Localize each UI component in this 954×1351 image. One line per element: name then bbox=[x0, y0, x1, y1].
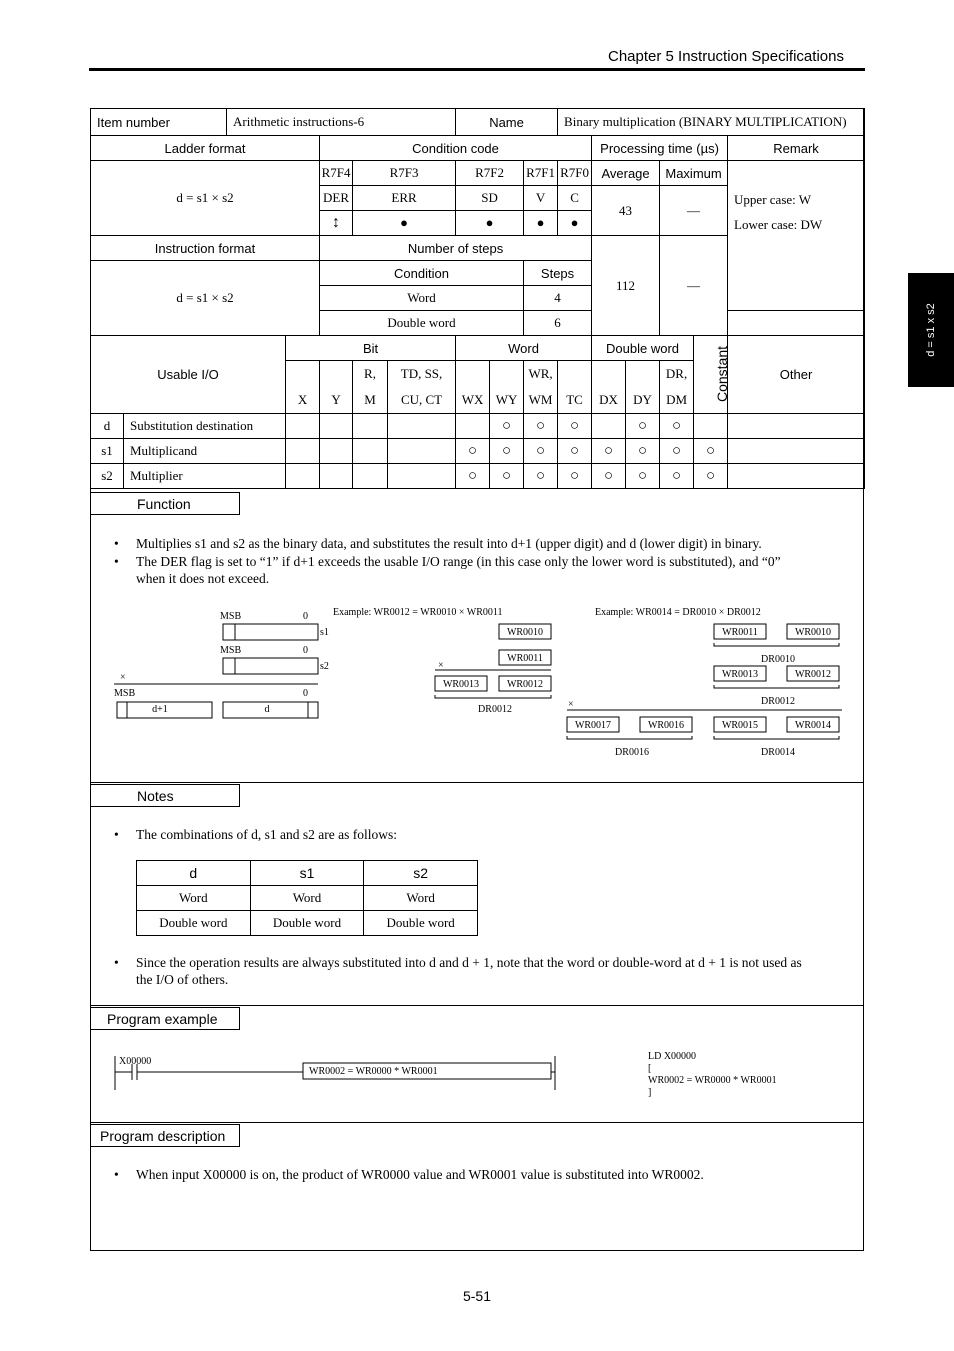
combo-cell: Word bbox=[137, 886, 251, 911]
combo-header-s2: s2 bbox=[364, 861, 478, 886]
io-mark: ○ bbox=[490, 439, 524, 464]
e2-r2: WR0016 bbox=[647, 720, 685, 731]
io-col-tc: TC bbox=[558, 361, 592, 414]
other-header: Other bbox=[728, 336, 865, 414]
name-label: Name bbox=[456, 109, 558, 136]
io-symbol: d bbox=[91, 414, 124, 439]
item-number-label: Item number bbox=[91, 109, 227, 136]
io-mark bbox=[388, 439, 456, 464]
flag-v-state: ● bbox=[524, 211, 558, 236]
contact-label: X00000 bbox=[119, 1056, 152, 1067]
io-description: Multiplier bbox=[124, 464, 286, 489]
flag-c: C bbox=[558, 186, 592, 211]
steps-col-label: Steps bbox=[524, 261, 592, 286]
e1-b: WR0011 bbox=[507, 653, 543, 664]
e2-rlo: DR0014 bbox=[761, 747, 795, 758]
flag-c-state: ● bbox=[558, 211, 592, 236]
e1-rhi: WR0013 bbox=[442, 679, 480, 690]
e2-b: DR0012 bbox=[761, 696, 795, 707]
program-description-title: Program description bbox=[90, 1124, 240, 1147]
function-diagram bbox=[90, 600, 860, 770]
example-1: Example: WR0012 = WR0010 × WR0011 bbox=[333, 607, 503, 618]
io-mark: ○ bbox=[456, 464, 490, 489]
chapter-header: Chapter 5 Instruction Specifications bbox=[608, 48, 844, 65]
io-col-wr: WR, WM bbox=[524, 361, 558, 414]
io-mark: ○ bbox=[490, 464, 524, 489]
e2-alo: WR0010 bbox=[794, 627, 832, 638]
io-mark: ○ bbox=[524, 414, 558, 439]
page-number: 5-51 bbox=[462, 1288, 492, 1304]
instruction-name: Binary multiplication (BINARY MULTIPLICATION) bbox=[558, 109, 865, 136]
instruction-formula: d = s1 × s2 bbox=[91, 261, 320, 336]
io-mark: ○ bbox=[592, 464, 626, 489]
ladder-format-label: Ladder format bbox=[91, 136, 320, 161]
io-mark: ○ bbox=[660, 464, 694, 489]
io-mark: ○ bbox=[660, 439, 694, 464]
io-mark: ○ bbox=[626, 464, 660, 489]
io-mark: ○ bbox=[524, 439, 558, 464]
instruction-format-label: Instruction format bbox=[91, 236, 320, 261]
io-mark: ○ bbox=[592, 439, 626, 464]
steps-label: Number of steps bbox=[320, 236, 592, 261]
program-example-title: Program example bbox=[90, 1007, 240, 1030]
zero-s1: 0 bbox=[303, 611, 308, 622]
flag-err: ERR bbox=[353, 186, 456, 211]
e2-r3: WR0015 bbox=[721, 720, 759, 731]
s1-label: s1 bbox=[320, 627, 329, 638]
combo-cell: Double word bbox=[250, 911, 364, 936]
function-title: Function bbox=[90, 492, 240, 515]
io-mark: ○ bbox=[490, 414, 524, 439]
max2-value: — bbox=[660, 236, 728, 336]
flag-der: DER bbox=[320, 186, 353, 211]
times-1: × bbox=[120, 672, 126, 683]
remark-label: Remark bbox=[728, 136, 865, 161]
flag-sd: SD bbox=[456, 186, 524, 211]
flag-r7f1: R7F1 bbox=[524, 161, 558, 186]
step-count-dword: 6 bbox=[524, 311, 592, 336]
e2-a: DR0010 bbox=[761, 654, 795, 665]
io-other bbox=[728, 464, 865, 489]
combo-cell: Word bbox=[250, 886, 364, 911]
io-col-y: Y bbox=[320, 361, 353, 414]
io-mark bbox=[286, 439, 320, 464]
step-count-word: 4 bbox=[524, 286, 592, 311]
item-number: Arithmetic instructions-6 bbox=[227, 109, 456, 136]
notes-title: Notes bbox=[90, 784, 240, 807]
io-mark bbox=[286, 414, 320, 439]
usable-io-label: Usable I/O bbox=[91, 336, 286, 414]
program-code: LD X00000 [ WR0002 = WR0000 * WR0001 ] bbox=[648, 1051, 777, 1098]
io-mark: ○ bbox=[524, 464, 558, 489]
io-other bbox=[728, 439, 865, 464]
e1-rlo: WR0012 bbox=[506, 679, 544, 690]
io-mark: ○ bbox=[626, 414, 660, 439]
flag-sd-state: ● bbox=[456, 211, 524, 236]
flag-der-state: ↕ bbox=[320, 211, 353, 236]
ladder-diagram bbox=[110, 1050, 570, 1095]
flag-r7f4: R7F4 bbox=[320, 161, 353, 186]
ladder-formula: d = s1 × s2 bbox=[91, 161, 320, 236]
combo-cell: Double word bbox=[364, 911, 478, 936]
average-value: 43 bbox=[592, 186, 660, 236]
remark-lower: Lower case: DW bbox=[734, 217, 823, 232]
remark-cell bbox=[728, 161, 865, 311]
io-mark bbox=[320, 464, 353, 489]
ladder-box-text: WR0002 = WR0000 * WR0001 bbox=[309, 1066, 438, 1077]
io-row-s2 bbox=[91, 464, 865, 489]
io-col-x: X bbox=[286, 361, 320, 414]
io-mark bbox=[694, 414, 728, 439]
io-other bbox=[728, 414, 865, 439]
side-tab: d = s1 x s2 bbox=[908, 273, 954, 387]
flag-err-state: ● bbox=[353, 211, 456, 236]
io-mark: ○ bbox=[694, 439, 728, 464]
word-group-label: Word bbox=[456, 336, 592, 361]
io-mark: ○ bbox=[456, 439, 490, 464]
io-mark: ○ bbox=[694, 464, 728, 489]
io-mark: ○ bbox=[626, 439, 660, 464]
e1-a: WR0010 bbox=[506, 627, 544, 638]
spec-table bbox=[90, 108, 865, 489]
io-mark bbox=[592, 414, 626, 439]
io-symbol: s1 bbox=[91, 439, 124, 464]
maximum-value: — bbox=[660, 186, 728, 236]
e2-blo: WR0012 bbox=[794, 669, 832, 680]
flag-r7f0: R7F0 bbox=[558, 161, 592, 186]
msb-result: MSB bbox=[114, 688, 136, 699]
combo-header-s1: s1 bbox=[250, 861, 364, 886]
io-symbol: s2 bbox=[91, 464, 124, 489]
combo-cell: Double word bbox=[137, 911, 251, 936]
io-row-d bbox=[91, 414, 865, 439]
condition-label: Condition bbox=[320, 261, 524, 286]
avg2-value: 112 bbox=[592, 236, 660, 336]
io-mark: ○ bbox=[558, 464, 592, 489]
times-2: × bbox=[438, 660, 444, 671]
times-3: × bbox=[568, 699, 574, 710]
io-col-dy: DY bbox=[626, 361, 660, 414]
remark-upper: Upper case: W bbox=[734, 192, 812, 207]
dword-group-label: Double word bbox=[592, 336, 694, 361]
d1-label: d+1 bbox=[152, 704, 168, 715]
io-mark bbox=[388, 414, 456, 439]
io-mark bbox=[320, 439, 353, 464]
combo-cell: Word bbox=[364, 886, 478, 911]
step-condition-word: Word bbox=[320, 286, 524, 311]
io-mark bbox=[286, 464, 320, 489]
header-rule bbox=[89, 68, 865, 71]
io-description: Multiplicand bbox=[124, 439, 286, 464]
d-label: d bbox=[264, 704, 270, 715]
zero-result: 0 bbox=[303, 688, 308, 699]
io-mark: ○ bbox=[558, 414, 592, 439]
processing-time-label: Processing time (µs) bbox=[592, 136, 728, 161]
e2-bhi: WR0013 bbox=[721, 669, 759, 680]
step-condition-dword: Double word bbox=[320, 311, 524, 336]
e1-r: DR0012 bbox=[478, 704, 512, 715]
io-row-s1 bbox=[91, 439, 865, 464]
maximum-label: Maximum bbox=[660, 161, 728, 186]
s2-label: s2 bbox=[320, 661, 329, 672]
e2-rhi: DR0016 bbox=[615, 747, 649, 758]
e2-r1: WR0017 bbox=[574, 720, 612, 731]
flag-r7f3: R7F3 bbox=[353, 161, 456, 186]
flag-r7f2: R7F2 bbox=[456, 161, 524, 186]
e2-ahi: WR0011 bbox=[722, 627, 758, 638]
io-col-wx: WX bbox=[456, 361, 490, 414]
io-col-rm: R, M bbox=[353, 361, 388, 414]
msb-s1: MSB bbox=[220, 611, 242, 622]
io-mark: ○ bbox=[660, 414, 694, 439]
msb-s2: MSB bbox=[220, 645, 242, 656]
io-mark bbox=[320, 414, 353, 439]
io-mark bbox=[353, 464, 388, 489]
io-mark bbox=[456, 414, 490, 439]
flag-v: V bbox=[524, 186, 558, 211]
condition-code-label: Condition code bbox=[320, 136, 592, 161]
zero-s2: 0 bbox=[303, 645, 308, 656]
io-mark bbox=[353, 439, 388, 464]
average-label: Average bbox=[592, 161, 660, 186]
example-2: Example: WR0014 = DR0010 × DR0012 bbox=[595, 607, 761, 618]
bit-group-label: Bit bbox=[286, 336, 456, 361]
constant-header: Constant bbox=[694, 336, 728, 414]
io-description: Substitution destination bbox=[124, 414, 286, 439]
io-mark bbox=[388, 464, 456, 489]
io-mark: ○ bbox=[558, 439, 592, 464]
io-col-td: TD, SS, CU, CT bbox=[388, 361, 456, 414]
io-col-dr: DR, DM bbox=[660, 361, 694, 414]
combination-table bbox=[136, 860, 478, 936]
io-col-dx: DX bbox=[592, 361, 626, 414]
combo-header-d: d bbox=[137, 861, 251, 886]
io-col-wy: WY bbox=[490, 361, 524, 414]
io-mark bbox=[353, 414, 388, 439]
e2-r4: WR0014 bbox=[794, 720, 832, 731]
